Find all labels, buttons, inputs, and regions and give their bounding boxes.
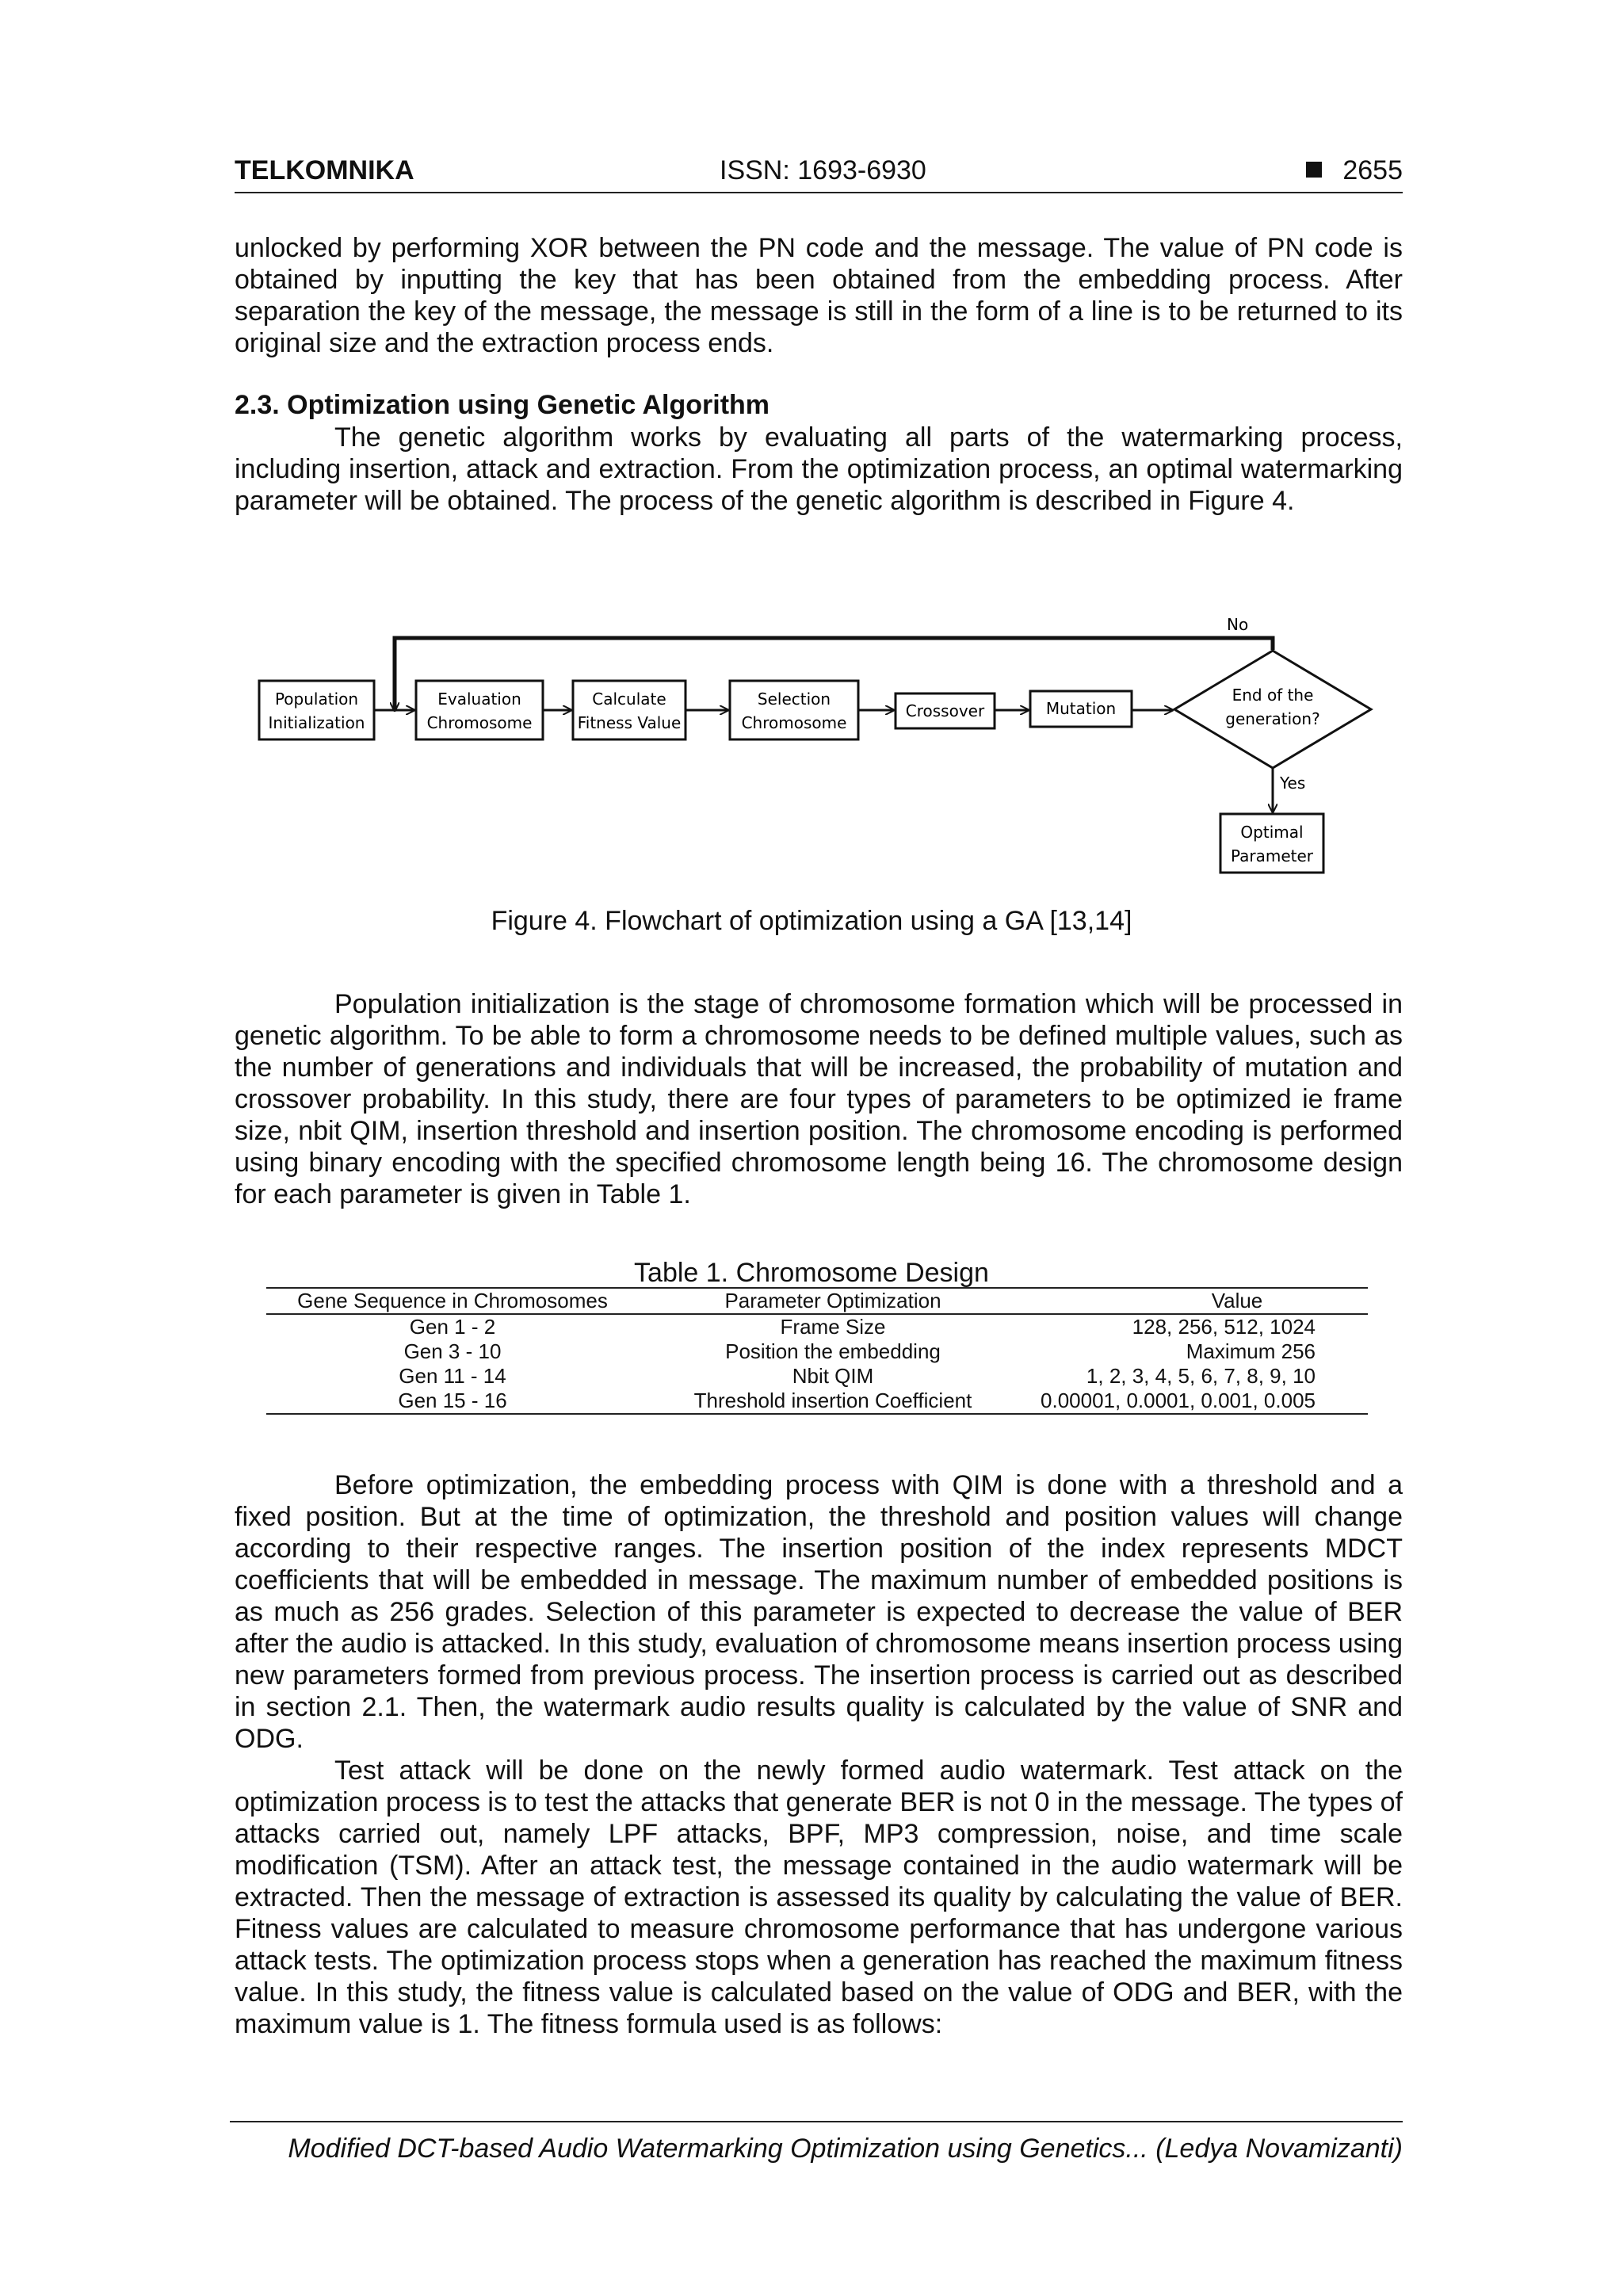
- yes-label: Yes: [1280, 774, 1306, 793]
- table-row: [266, 1314, 1368, 1339]
- cell-gene: Gen 11 - 14: [399, 1364, 506, 1388]
- cell-value: 0.00001, 0.0001, 0.001, 0.005: [1041, 1389, 1316, 1412]
- selection-label-2: Chromosome: [741, 713, 847, 732]
- section-heading: 2.3. Optimization using Genetic Algorithm: [235, 390, 770, 420]
- issn: ISSN: 1693-6930: [720, 155, 926, 185]
- paragraph-test-attack: Test attack will be done on the newly formed audio watermark. Test attack on the optimization process is to test the attacks that generate BER is not 0 in the message. The types of attacks carried out, namely LPF attacks, BPF, MP3 compression, noise, and time scale modification (TSM). After an attack test, the message contained in the audio watermark will be extracted. Then the message of extraction is assessed its quality by calculating the value of BER. Fitness values are calculated to measure chromosome performance that has undergone various attack tests. The optimization process stops when a generation has reached the maximum fitness value. In this study, the fitness value is calculated based on the value of ODG and BER, with the maximum value is 1. The fitness formula used is as follows:: [235, 1755, 1403, 2039]
- header-parameter: Parameter Optimization: [639, 1288, 1027, 1314]
- figure-caption: Figure 4. Flowchart of optimization using a GA [13,14]: [491, 906, 1132, 936]
- decision-label-1: End of the: [1232, 686, 1314, 705]
- cell-value: 128, 256, 512, 1024: [1132, 1315, 1316, 1339]
- square-bullet-icon: [1306, 162, 1322, 178]
- population-label-1: Population: [274, 690, 359, 709]
- header-value: Value: [1027, 1288, 1368, 1314]
- evaluation-label-2: Chromosome: [426, 713, 533, 732]
- table-row: [266, 1364, 1368, 1389]
- no-label: No: [1227, 615, 1249, 634]
- paragraph-ga-intro: The genetic algorithm works by evaluating all parts of the watermarking process, including insertion, attack and extraction. From the optimization process, an optimal watermarking parameter will be obtained. The process of the genetic algorithm is described in Figure 4.: [235, 422, 1403, 516]
- chromosome-design-table: [266, 1287, 1368, 1415]
- cell-gene: Gen 3 - 10: [403, 1339, 502, 1363]
- calculate-label-1: Calculate: [592, 690, 666, 709]
- cell-gene: Gen 15 - 16: [398, 1389, 507, 1412]
- paragraph-extraction-end: unlocked by performing XOR between the PN code and the message. The value of PN code is obtained by inputting the key that has been obtained from the embedding process. After separation the key of the message, the message is still in the form of a line is to be returned to its original size and the extraction process ends.: [235, 233, 1403, 358]
- population-label-2: Initialization: [268, 713, 365, 732]
- optimal-label-1: Optimal: [1240, 823, 1304, 842]
- evaluation-label-1: Evaluation: [437, 690, 521, 709]
- decision-label-2: generation?: [1225, 709, 1320, 728]
- journal-name: TELKOMNIKA: [235, 155, 414, 185]
- cell-parameter: Threshold insertion Coefficient: [693, 1389, 972, 1412]
- table-caption: Table 1. Chromosome Design: [634, 1258, 989, 1288]
- flowchart-figure: [254, 598, 1387, 876]
- cell-value: 1, 2, 3, 4, 5, 6, 7, 8, 9, 10: [1086, 1364, 1316, 1388]
- cell-value: Maximum 256: [1186, 1339, 1316, 1363]
- selection-label-1: Selection: [757, 690, 831, 709]
- calculate-label-2: Fitness Value: [577, 713, 682, 732]
- crossover-label: Crossover: [905, 701, 985, 720]
- flowchart-svg: [254, 598, 1387, 876]
- optimal-label-2: Parameter: [1230, 846, 1314, 865]
- cell-parameter: Position the embedding: [725, 1339, 941, 1363]
- page-header: [235, 155, 1403, 193]
- page-footer: Modified DCT-based Audio Watermarking Optimization using Genetics... (Ledya Novamizanti): [230, 2121, 1403, 2164]
- paragraph-before-optimization: Before optimization, the embedding process with QIM is done with a threshold and a fixed position. But at the time of optimization, the threshold and position values will change according to their respective ranges. The insertion position of the index represents MDCT coefficients that will be embedded in message. The maximum number of embedded positions is as much as 256 grades. Selection of this parameter is expected to decrease the value of BER after the audio is attacked. In this study, evaluation of chromosome means insertion process using new parameters formed from previous process. The insertion process is carried out as described in section 2.1. Then, the watermark audio results quality is calculated by the value of SNR and ODG.: [235, 1470, 1403, 1754]
- page-number: 2655: [1342, 155, 1403, 185]
- page-number-block: [1306, 155, 1403, 186]
- mutation-label: Mutation: [1045, 699, 1117, 718]
- header-gene-sequence: Gene Sequence in Chromosomes: [266, 1288, 639, 1314]
- table-row: [266, 1389, 1368, 1414]
- cell-parameter: Nbit QIM: [792, 1364, 874, 1388]
- cell-parameter: Frame Size: [780, 1315, 886, 1339]
- table-row: [266, 1339, 1368, 1364]
- paragraph-population-init: Population initialization is the stage of chromosome formation which will be processed in genetic algorithm. To be able to form a chromosome needs to be defined multiple values, such as the number of generations and individuals that will be increased, the probability of mutation and crossover probability. In this study, there are four types of parameters to be optimized ie frame size, nbit QIM, insertion threshold and insertion position. The chromosome encoding is performed using binary encoding with the specified chromosome length being 16. The chromosome design for each parameter is given in Table 1.: [235, 989, 1403, 1209]
- table-header-row: [266, 1288, 1368, 1314]
- cell-gene: Gen 1 - 2: [409, 1315, 496, 1339]
